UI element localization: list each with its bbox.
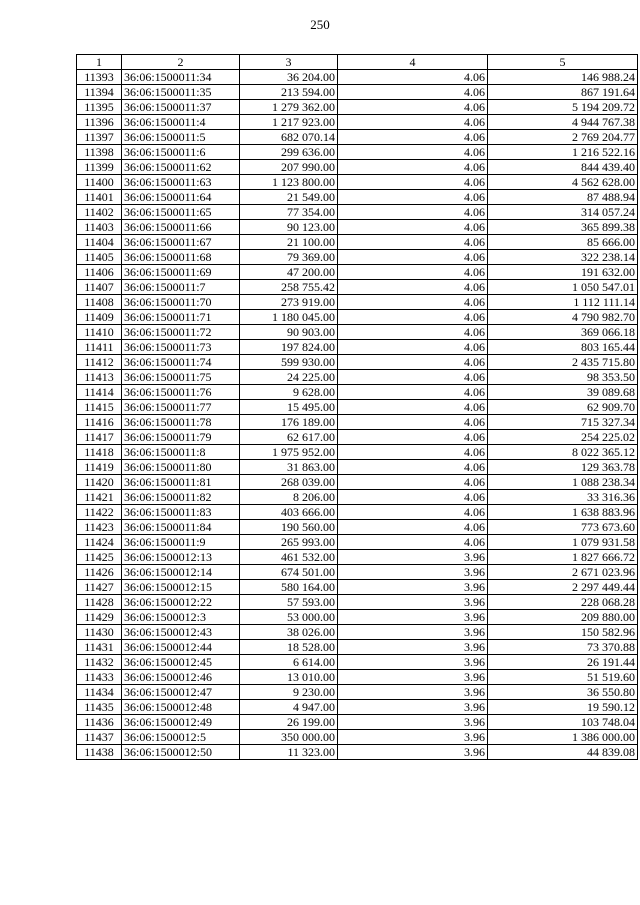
row-number-cell: 11428 — [77, 595, 122, 610]
row-number-cell: 11403 — [77, 220, 122, 235]
total-value-cell: 2 671 023.96 — [488, 565, 638, 580]
table-row — [77, 415, 638, 430]
rate-cell: 3.96 — [338, 595, 488, 610]
area-value-cell: 1 217 923.00 — [240, 115, 338, 130]
row-number-cell: 11430 — [77, 625, 122, 640]
column-header-4: 4 — [338, 55, 488, 70]
table-row — [77, 265, 638, 280]
total-value-cell: 2 769 204.77 — [488, 130, 638, 145]
total-value-cell: 867 191.64 — [488, 85, 638, 100]
total-value-cell: 44 839.08 — [488, 745, 638, 760]
cadastral-number-cell: 36:06:1500011:84 — [122, 520, 240, 535]
row-number-cell: 11429 — [77, 610, 122, 625]
rate-cell: 4.06 — [338, 190, 488, 205]
area-value-cell: 580 164.00 — [240, 580, 338, 595]
rate-cell: 4.06 — [338, 430, 488, 445]
rate-cell: 3.96 — [338, 700, 488, 715]
cadastral-number-cell: 36:06:1500012:46 — [122, 670, 240, 685]
rate-cell: 4.06 — [338, 265, 488, 280]
cadastral-number-cell: 36:06:1500012:50 — [122, 745, 240, 760]
cadastral-number-cell: 36:06:1500011:8 — [122, 445, 240, 460]
row-number-cell: 11412 — [77, 355, 122, 370]
row-number-cell: 11397 — [77, 130, 122, 145]
cadastral-number-cell: 36:06:1500011:34 — [122, 70, 240, 85]
table-row — [77, 490, 638, 505]
rate-cell: 4.06 — [338, 220, 488, 235]
area-value-cell: 299 636.00 — [240, 145, 338, 160]
cadastral-number-cell: 36:06:1500012:49 — [122, 715, 240, 730]
cadastral-number-cell: 36:06:1500011:63 — [122, 175, 240, 190]
column-header-5: 5 — [488, 55, 638, 70]
total-value-cell: 4 790 982.70 — [488, 310, 638, 325]
row-number-cell: 11409 — [77, 310, 122, 325]
total-value-cell: 1 386 000.00 — [488, 730, 638, 745]
rate-cell: 4.06 — [338, 325, 488, 340]
table-row — [77, 370, 638, 385]
area-value-cell: 57 593.00 — [240, 595, 338, 610]
cadastral-number-cell: 36:06:1500011:5 — [122, 130, 240, 145]
total-value-cell: 1 079 931.58 — [488, 535, 638, 550]
area-value-cell: 90 903.00 — [240, 325, 338, 340]
cadastral-number-cell: 36:06:1500012:5 — [122, 730, 240, 745]
cadastral-number-cell: 36:06:1500012:22 — [122, 595, 240, 610]
area-value-cell: 1 279 362.00 — [240, 100, 338, 115]
total-value-cell: 365 899.38 — [488, 220, 638, 235]
rate-cell: 3.96 — [338, 655, 488, 670]
total-value-cell: 146 988.24 — [488, 70, 638, 85]
rate-cell: 4.06 — [338, 250, 488, 265]
table-row — [77, 655, 638, 670]
rate-cell: 4.06 — [338, 85, 488, 100]
area-value-cell: 47 200.00 — [240, 265, 338, 280]
table-row — [77, 175, 638, 190]
table-row — [77, 730, 638, 745]
rate-cell: 3.96 — [338, 550, 488, 565]
rate-cell: 4.06 — [338, 235, 488, 250]
rate-cell: 4.06 — [338, 280, 488, 295]
row-number-cell: 11407 — [77, 280, 122, 295]
rate-cell: 3.96 — [338, 745, 488, 760]
row-number-cell: 11401 — [77, 190, 122, 205]
row-number-cell: 11406 — [77, 265, 122, 280]
row-number-cell: 11416 — [77, 415, 122, 430]
cadastral-number-cell: 36:06:1500012:48 — [122, 700, 240, 715]
total-value-cell: 4 562 628.00 — [488, 175, 638, 190]
total-value-cell: 26 191.44 — [488, 655, 638, 670]
area-value-cell: 403 666.00 — [240, 505, 338, 520]
area-value-cell: 24 225.00 — [240, 370, 338, 385]
data-table — [76, 54, 638, 760]
total-value-cell: 314 057.24 — [488, 205, 638, 220]
total-value-cell: 1 638 883.96 — [488, 505, 638, 520]
row-number-cell: 11424 — [77, 535, 122, 550]
row-number-cell: 11411 — [77, 340, 122, 355]
row-number-cell: 11423 — [77, 520, 122, 535]
rate-cell: 4.06 — [338, 505, 488, 520]
row-number-cell: 11400 — [77, 175, 122, 190]
table-row — [77, 220, 638, 235]
table-row — [77, 100, 638, 115]
table-row — [77, 190, 638, 205]
area-value-cell: 268 039.00 — [240, 475, 338, 490]
area-value-cell: 6 614.00 — [240, 655, 338, 670]
cadastral-number-cell: 36:06:1500012:3 — [122, 610, 240, 625]
total-value-cell: 150 582.96 — [488, 625, 638, 640]
cadastral-number-cell: 36:06:1500011:81 — [122, 475, 240, 490]
table-row — [77, 640, 638, 655]
area-value-cell: 36 204.00 — [240, 70, 338, 85]
rate-cell: 4.06 — [338, 370, 488, 385]
row-number-cell: 11417 — [77, 430, 122, 445]
cadastral-number-cell: 36:06:1500011:67 — [122, 235, 240, 250]
cadastral-number-cell: 36:06:1500011:74 — [122, 355, 240, 370]
total-value-cell: 773 673.60 — [488, 520, 638, 535]
area-value-cell: 682 070.14 — [240, 130, 338, 145]
table-row — [77, 325, 638, 340]
table-row — [77, 340, 638, 355]
row-number-cell: 11436 — [77, 715, 122, 730]
area-value-cell: 1 123 800.00 — [240, 175, 338, 190]
row-number-cell: 11393 — [77, 70, 122, 85]
table-row — [77, 355, 638, 370]
rate-cell: 4.06 — [338, 160, 488, 175]
rate-cell: 3.96 — [338, 580, 488, 595]
cadastral-number-cell: 36:06:1500011:37 — [122, 100, 240, 115]
total-value-cell: 228 068.28 — [488, 595, 638, 610]
rate-cell: 4.06 — [338, 130, 488, 145]
row-number-cell: 11402 — [77, 205, 122, 220]
area-value-cell: 21 549.00 — [240, 190, 338, 205]
row-number-cell: 11396 — [77, 115, 122, 130]
total-value-cell: 8 022 365.12 — [488, 445, 638, 460]
cadastral-number-cell: 36:06:1500011:77 — [122, 400, 240, 415]
table-row — [77, 610, 638, 625]
cadastral-number-cell: 36:06:1500011:35 — [122, 85, 240, 100]
row-number-cell: 11432 — [77, 655, 122, 670]
total-value-cell: 2 435 715.80 — [488, 355, 638, 370]
row-number-cell: 11404 — [77, 235, 122, 250]
area-value-cell: 79 369.00 — [240, 250, 338, 265]
total-value-cell: 1 050 547.01 — [488, 280, 638, 295]
row-number-cell: 11420 — [77, 475, 122, 490]
row-number-cell: 11399 — [77, 160, 122, 175]
rate-cell: 3.96 — [338, 640, 488, 655]
rate-cell: 4.06 — [338, 145, 488, 160]
total-value-cell: 2 297 449.44 — [488, 580, 638, 595]
table-row — [77, 400, 638, 415]
area-value-cell: 265 993.00 — [240, 535, 338, 550]
table-row — [77, 520, 638, 535]
cadastral-number-cell: 36:06:1500011:64 — [122, 190, 240, 205]
cadastral-number-cell: 36:06:1500012:15 — [122, 580, 240, 595]
row-number-cell: 11410 — [77, 325, 122, 340]
cadastral-number-cell: 36:06:1500011:78 — [122, 415, 240, 430]
total-value-cell: 209 880.00 — [488, 610, 638, 625]
rate-cell: 4.06 — [338, 490, 488, 505]
cadastral-number-cell: 36:06:1500012:47 — [122, 685, 240, 700]
total-value-cell: 98 353.50 — [488, 370, 638, 385]
table-row — [77, 295, 638, 310]
area-value-cell: 674 501.00 — [240, 565, 338, 580]
area-value-cell: 258 755.42 — [240, 280, 338, 295]
total-value-cell: 85 666.00 — [488, 235, 638, 250]
cadastral-number-cell: 36:06:1500012:43 — [122, 625, 240, 640]
total-value-cell: 19 590.12 — [488, 700, 638, 715]
cadastral-number-cell: 36:06:1500012:45 — [122, 655, 240, 670]
table-row — [77, 685, 638, 700]
area-value-cell: 176 189.00 — [240, 415, 338, 430]
table-body — [77, 70, 638, 760]
cadastral-number-cell: 36:06:1500011:69 — [122, 265, 240, 280]
table-row — [77, 280, 638, 295]
area-value-cell: 4 947.00 — [240, 700, 338, 715]
cadastral-number-cell: 36:06:1500012:14 — [122, 565, 240, 580]
table-row — [77, 460, 638, 475]
cadastral-number-cell: 36:06:1500011:66 — [122, 220, 240, 235]
rate-cell: 4.06 — [338, 175, 488, 190]
table-row — [77, 580, 638, 595]
cadastral-number-cell: 36:06:1500011:73 — [122, 340, 240, 355]
total-value-cell: 5 194 209.72 — [488, 100, 638, 115]
row-number-cell: 11413 — [77, 370, 122, 385]
table-row — [77, 85, 638, 100]
rate-cell: 4.06 — [338, 400, 488, 415]
cadastral-number-cell: 36:06:1500011:9 — [122, 535, 240, 550]
area-value-cell: 53 000.00 — [240, 610, 338, 625]
table-row — [77, 715, 638, 730]
table-row — [77, 430, 638, 445]
table-row — [77, 505, 638, 520]
area-value-cell: 31 863.00 — [240, 460, 338, 475]
total-value-cell: 103 748.04 — [488, 715, 638, 730]
area-value-cell: 207 990.00 — [240, 160, 338, 175]
rate-cell: 4.06 — [338, 415, 488, 430]
row-number-cell: 11394 — [77, 85, 122, 100]
table-row — [77, 475, 638, 490]
cadastral-number-cell: 36:06:1500011:72 — [122, 325, 240, 340]
rate-cell: 4.06 — [338, 340, 488, 355]
total-value-cell: 369 066.18 — [488, 325, 638, 340]
rate-cell: 4.06 — [338, 115, 488, 130]
area-value-cell: 62 617.00 — [240, 430, 338, 445]
row-number-cell: 11437 — [77, 730, 122, 745]
cadastral-number-cell: 36:06:1500012:44 — [122, 640, 240, 655]
rate-cell: 4.06 — [338, 535, 488, 550]
row-number-cell: 11431 — [77, 640, 122, 655]
cadastral-number-cell: 36:06:1500011:68 — [122, 250, 240, 265]
table-row — [77, 205, 638, 220]
table-row — [77, 115, 638, 130]
area-value-cell: 15 495.00 — [240, 400, 338, 415]
rate-cell: 4.06 — [338, 310, 488, 325]
total-value-cell: 129 363.78 — [488, 460, 638, 475]
table-row — [77, 625, 638, 640]
rate-cell: 4.06 — [338, 520, 488, 535]
rate-cell: 3.96 — [338, 685, 488, 700]
rate-cell: 4.06 — [338, 100, 488, 115]
row-number-cell: 11434 — [77, 685, 122, 700]
total-value-cell: 254 225.02 — [488, 430, 638, 445]
row-number-cell: 11418 — [77, 445, 122, 460]
rate-cell: 4.06 — [338, 475, 488, 490]
table-row — [77, 250, 638, 265]
area-value-cell: 213 594.00 — [240, 85, 338, 100]
table-row — [77, 700, 638, 715]
row-number-cell: 11427 — [77, 580, 122, 595]
row-number-cell: 11419 — [77, 460, 122, 475]
table-row — [77, 70, 638, 85]
total-value-cell: 191 632.00 — [488, 265, 638, 280]
total-value-cell: 4 944 767.38 — [488, 115, 638, 130]
total-value-cell: 1 088 238.34 — [488, 475, 638, 490]
row-number-cell: 11438 — [77, 745, 122, 760]
total-value-cell: 33 316.36 — [488, 490, 638, 505]
area-value-cell: 18 528.00 — [240, 640, 338, 655]
row-number-cell: 11426 — [77, 565, 122, 580]
cadastral-number-cell: 36:06:1500011:79 — [122, 430, 240, 445]
table-row — [77, 595, 638, 610]
rate-cell: 3.96 — [338, 565, 488, 580]
area-value-cell: 190 560.00 — [240, 520, 338, 535]
area-value-cell: 273 919.00 — [240, 295, 338, 310]
total-value-cell: 1 827 666.72 — [488, 550, 638, 565]
rate-cell: 4.06 — [338, 70, 488, 85]
cadastral-number-cell: 36:06:1500011:7 — [122, 280, 240, 295]
row-number-cell: 11398 — [77, 145, 122, 160]
area-value-cell: 9 628.00 — [240, 385, 338, 400]
total-value-cell: 803 165.44 — [488, 340, 638, 355]
table-row — [77, 670, 638, 685]
column-header-3: 3 — [240, 55, 338, 70]
rate-cell: 4.06 — [338, 295, 488, 310]
area-value-cell: 197 824.00 — [240, 340, 338, 355]
rate-cell: 4.06 — [338, 445, 488, 460]
table-row — [77, 445, 638, 460]
table-row — [77, 565, 638, 580]
rate-cell: 4.06 — [338, 460, 488, 475]
cadastral-number-cell: 36:06:1500011:82 — [122, 490, 240, 505]
area-value-cell: 13 010.00 — [240, 670, 338, 685]
row-number-cell: 11405 — [77, 250, 122, 265]
cadastral-number-cell: 36:06:1500011:75 — [122, 370, 240, 385]
cadastral-number-cell: 36:06:1500011:71 — [122, 310, 240, 325]
area-value-cell: 461 532.00 — [240, 550, 338, 565]
area-value-cell: 599 930.00 — [240, 355, 338, 370]
cadastral-number-cell: 36:06:1500011:80 — [122, 460, 240, 475]
total-value-cell: 73 370.88 — [488, 640, 638, 655]
row-number-cell: 11425 — [77, 550, 122, 565]
total-value-cell: 51 519.60 — [488, 670, 638, 685]
column-header-2: 2 — [122, 55, 240, 70]
row-number-cell: 11433 — [77, 670, 122, 685]
rate-cell: 3.96 — [338, 715, 488, 730]
area-value-cell: 1 975 952.00 — [240, 445, 338, 460]
area-value-cell: 1 180 045.00 — [240, 310, 338, 325]
area-value-cell: 350 000.00 — [240, 730, 338, 745]
area-value-cell: 26 199.00 — [240, 715, 338, 730]
header-row — [77, 55, 638, 70]
total-value-cell: 1 112 111.14 — [488, 295, 638, 310]
area-value-cell: 21 100.00 — [240, 235, 338, 250]
table-row — [77, 385, 638, 400]
row-number-cell: 11415 — [77, 400, 122, 415]
table-row — [77, 145, 638, 160]
area-value-cell: 90 123.00 — [240, 220, 338, 235]
table-row — [77, 130, 638, 145]
total-value-cell: 322 238.14 — [488, 250, 638, 265]
rate-cell: 4.06 — [338, 205, 488, 220]
rate-cell: 3.96 — [338, 670, 488, 685]
area-value-cell: 11 323.00 — [240, 745, 338, 760]
total-value-cell: 1 216 522.16 — [488, 145, 638, 160]
rate-cell: 3.96 — [338, 625, 488, 640]
table-row — [77, 535, 638, 550]
total-value-cell: 715 327.34 — [488, 415, 638, 430]
table-row — [77, 310, 638, 325]
row-number-cell: 11421 — [77, 490, 122, 505]
page-number: 250 — [310, 17, 330, 32]
cadastral-number-cell: 36:06:1500011:70 — [122, 295, 240, 310]
rate-cell: 4.06 — [338, 355, 488, 370]
cadastral-number-cell: 36:06:1500011:4 — [122, 115, 240, 130]
total-value-cell: 39 089.68 — [488, 385, 638, 400]
row-number-cell: 11408 — [77, 295, 122, 310]
row-number-cell: 11414 — [77, 385, 122, 400]
total-value-cell: 36 550.80 — [488, 685, 638, 700]
cadastral-number-cell: 36:06:1500011:76 — [122, 385, 240, 400]
cadastral-number-cell: 36:06:1500011:65 — [122, 205, 240, 220]
cadastral-number-cell: 36:06:1500012:13 — [122, 550, 240, 565]
area-value-cell: 8 206.00 — [240, 490, 338, 505]
cadastral-number-cell: 36:06:1500011:6 — [122, 145, 240, 160]
rate-cell: 4.06 — [338, 385, 488, 400]
area-value-cell: 38 026.00 — [240, 625, 338, 640]
column-header-1: 1 — [77, 55, 122, 70]
cadastral-number-cell: 36:06:1500011:83 — [122, 505, 240, 520]
total-value-cell: 844 439.40 — [488, 160, 638, 175]
total-value-cell: 62 909.70 — [488, 400, 638, 415]
row-number-cell: 11395 — [77, 100, 122, 115]
total-value-cell: 87 488.94 — [488, 190, 638, 205]
area-value-cell: 9 230.00 — [240, 685, 338, 700]
area-value-cell: 77 354.00 — [240, 205, 338, 220]
rate-cell: 3.96 — [338, 730, 488, 745]
row-number-cell: 11422 — [77, 505, 122, 520]
table-row — [77, 160, 638, 175]
table-row — [77, 550, 638, 565]
row-number-cell: 11435 — [77, 700, 122, 715]
table-header — [77, 55, 638, 70]
rate-cell: 3.96 — [338, 610, 488, 625]
cadastral-number-cell: 36:06:1500011:62 — [122, 160, 240, 175]
table-row — [77, 745, 638, 760]
table-row — [77, 235, 638, 250]
